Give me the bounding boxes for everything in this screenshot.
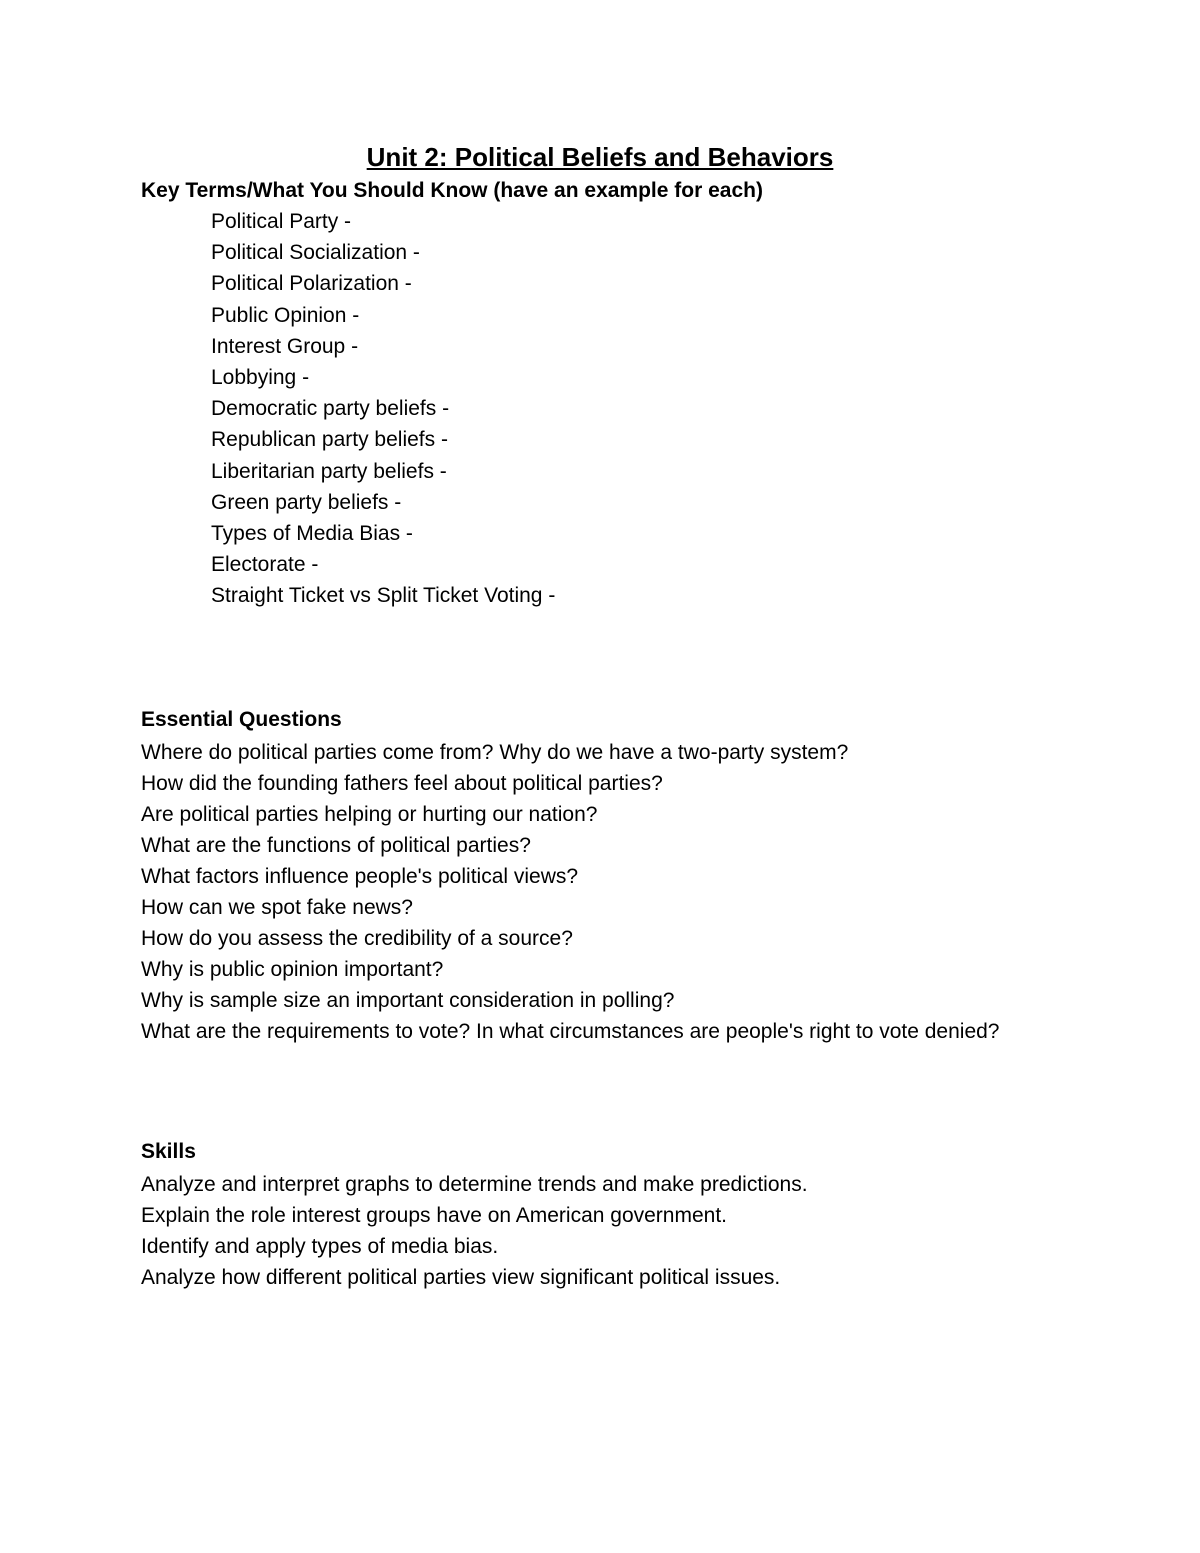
question-item: How can we spot fake news? (141, 896, 413, 919)
question-item: Why is sample size an important consideration in polling? (141, 989, 675, 1012)
key-terms-heading: Key Terms/What You Should Know (have an example for each) (141, 179, 763, 202)
page-title: Unit 2: Political Beliefs and Behaviors (366, 142, 834, 172)
key-term-item: Types of Media Bias - (211, 521, 413, 545)
key-terms-list (211, 208, 555, 613)
essential-questions-heading: Essential Questions (141, 708, 342, 731)
skills-list (141, 1169, 1041, 1293)
key-term-item: Political Polarization - (211, 272, 412, 296)
essential-questions-list (141, 737, 1041, 1047)
key-term-item: Liberitarian party beliefs - (211, 459, 447, 483)
skill-item: Identify and apply types of media bias. (141, 1235, 499, 1258)
question-item: What are the functions of political parties? (141, 834, 531, 857)
question-item: What are the requirements to vote? In what circumstances are people's right to vote denied? (141, 1020, 1000, 1043)
question-item: Why is public opinion important? (141, 958, 444, 981)
skill-item: Analyze and interpret graphs to determine trends and make predictions. (141, 1173, 808, 1196)
question-item: Where do political parties come from? Why do we have a two-party system? (141, 741, 849, 764)
key-term-item: Political Socialization - (211, 241, 420, 265)
key-term-item: Political Party - (211, 210, 352, 233)
question-item: Are political parties helping or hurting our nation? (141, 803, 598, 826)
key-term-item: Green party beliefs - (211, 490, 402, 514)
key-term-item: Lobbying - (211, 365, 310, 389)
key-term-item: Public Opinion - (211, 303, 360, 327)
question-item: How do you assess the credibility of a source? (141, 927, 573, 950)
key-term-item: Democratic party beliefs - (211, 397, 450, 421)
key-term-item: Electorate - (211, 553, 319, 577)
key-term-item: Straight Ticket vs Split Ticket Voting - (211, 584, 556, 608)
skills-heading: Skills (141, 1140, 196, 1163)
question-item: How did the founding fathers feel about political parties? (141, 772, 663, 795)
skill-item: Explain the role interest groups have on American government. (141, 1204, 728, 1227)
key-term-item: Republican party beliefs - (211, 428, 448, 452)
key-term-item: Interest Group - (211, 334, 359, 358)
skill-item: Analyze how different political parties view significant political issues. (141, 1266, 781, 1289)
question-item: What factors influence people's political views? (141, 865, 579, 888)
